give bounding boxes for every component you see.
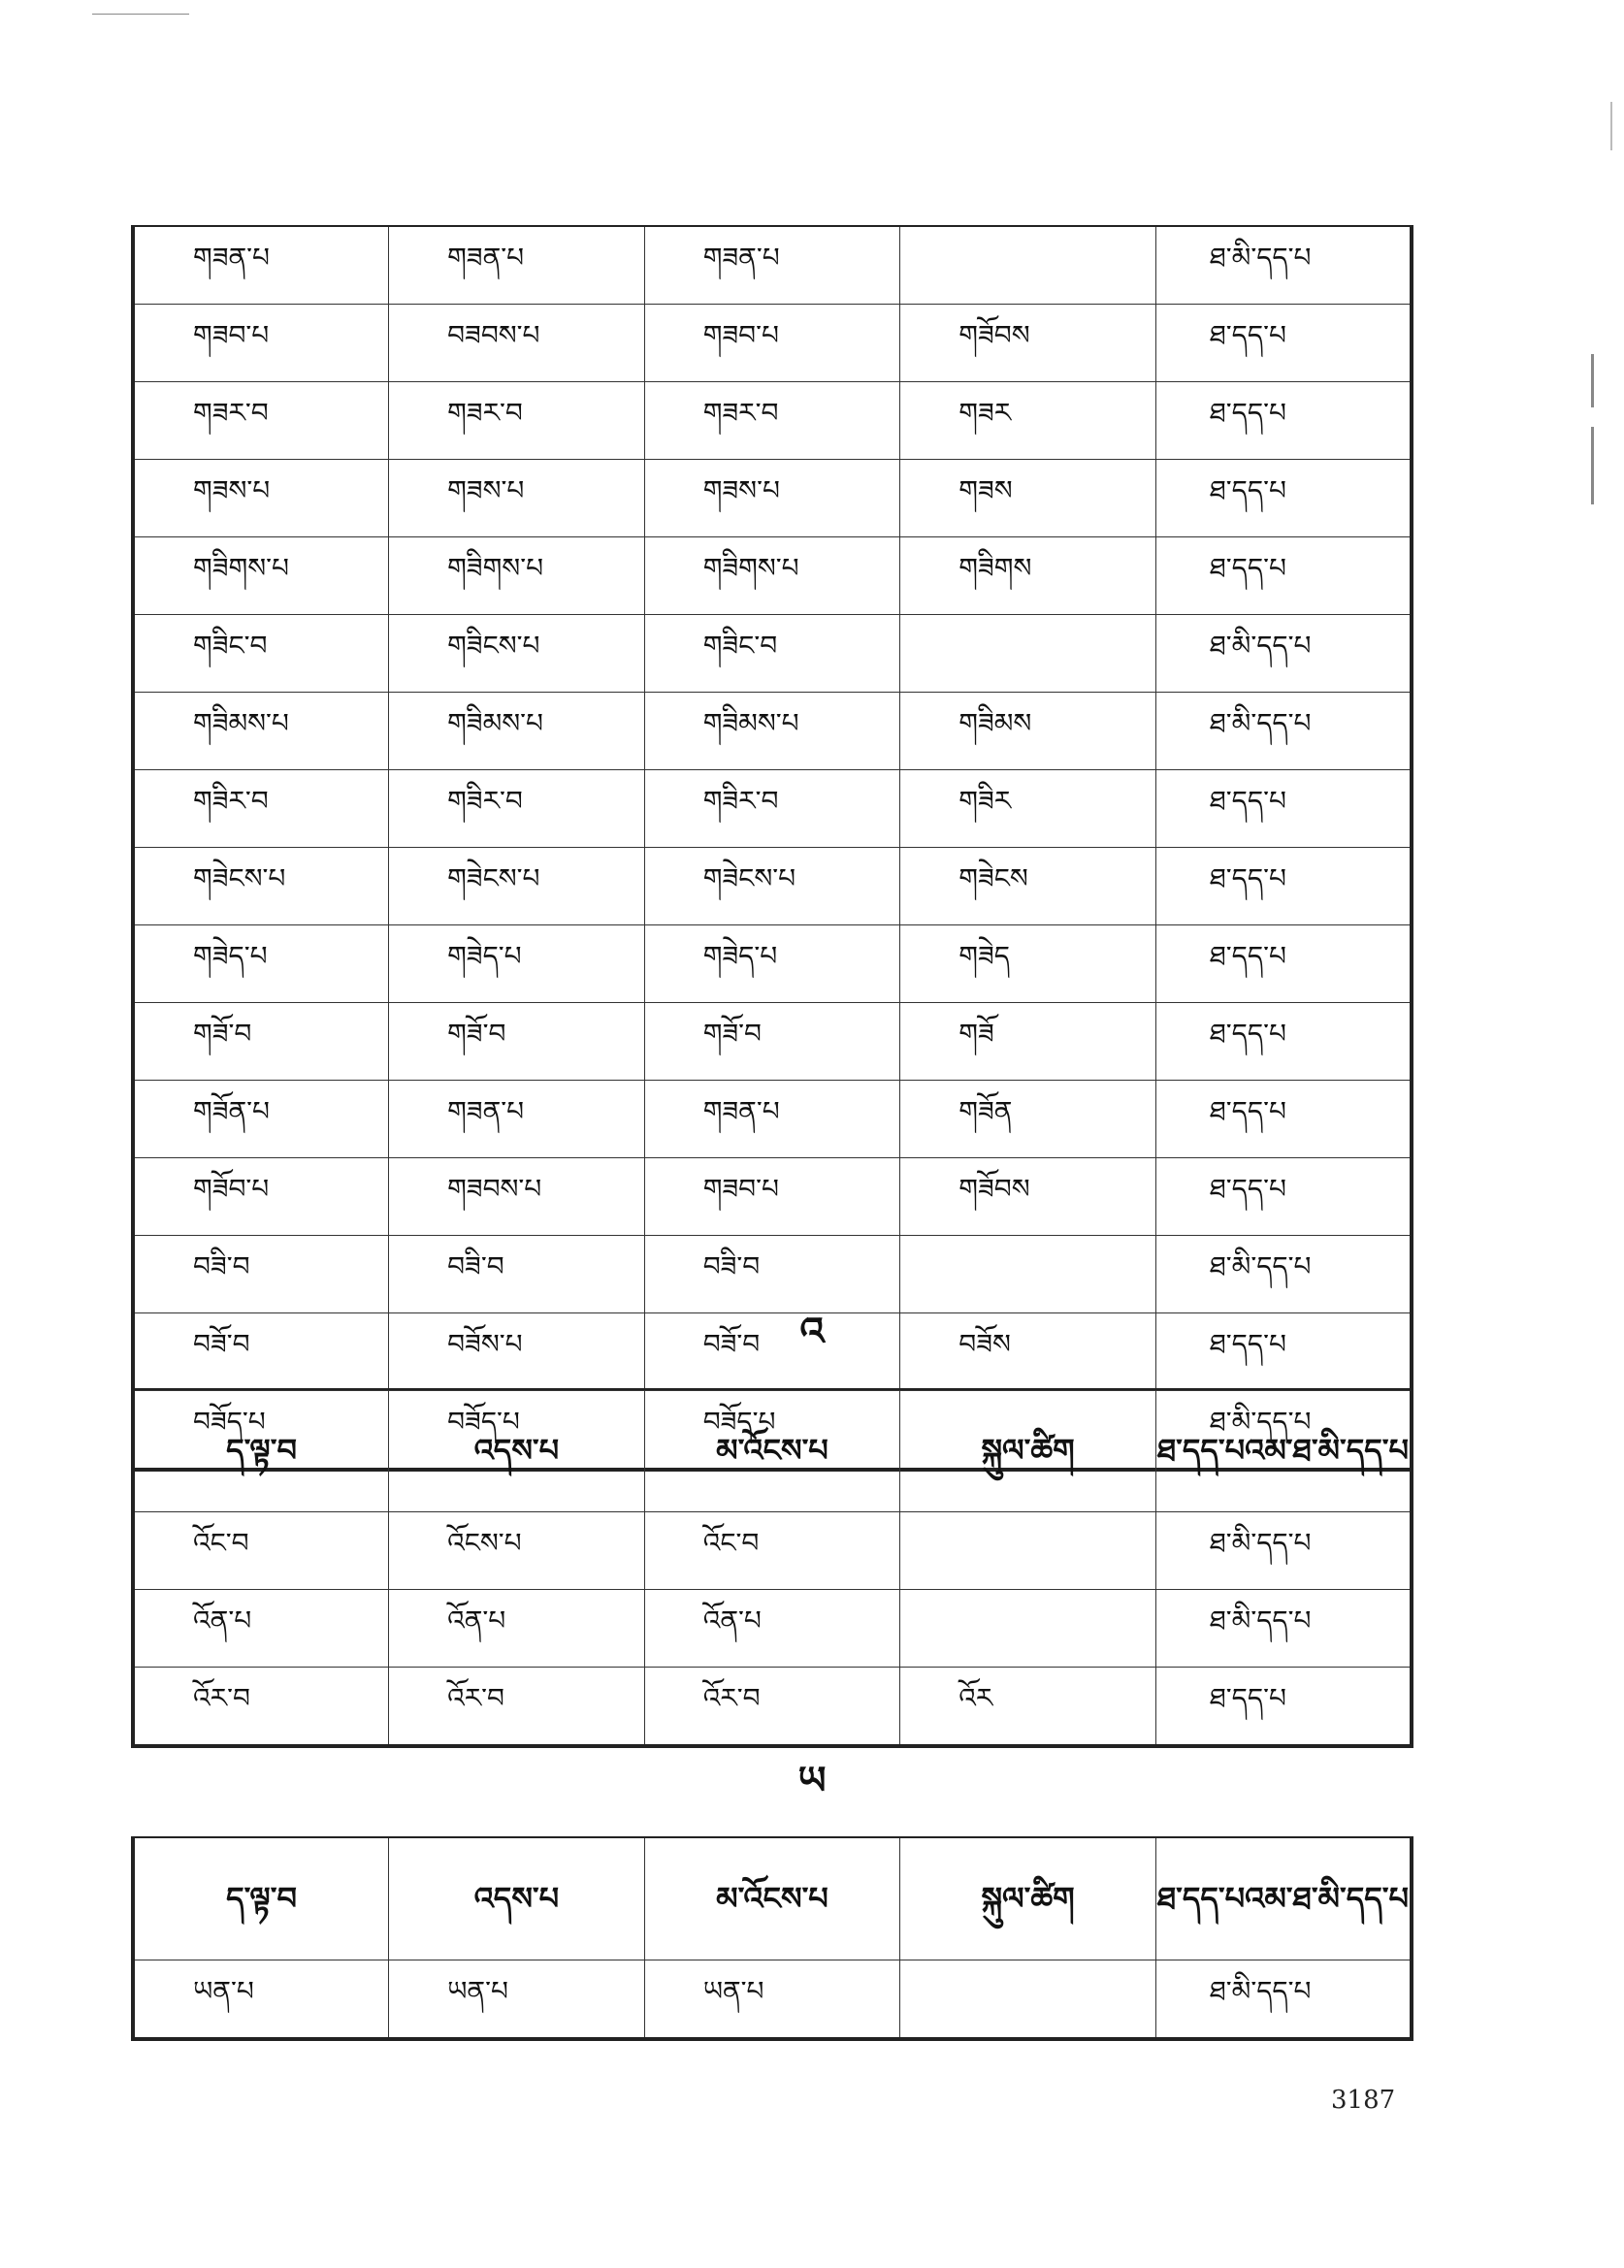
transitivity-cell: ཐ་དད་པ [1155, 537, 1412, 615]
future-cell: གཟིམས་པ [644, 693, 900, 770]
table-row [133, 460, 1412, 537]
verb-table-ya [131, 1836, 1413, 2041]
imperative-cell: གཟེངས [900, 848, 1156, 925]
header-past: འདས་པ [389, 1837, 645, 1960]
table-header [133, 1837, 1412, 1960]
past-cell: འོར་བ [389, 1668, 645, 1747]
table-row [133, 848, 1412, 925]
section-heading-ya: ཡ [797, 1759, 827, 1803]
header-imperative: སྐུལ་ཚིག [900, 1389, 1156, 1512]
imperative-cell [900, 226, 1156, 305]
future-cell: གཟེད་པ [644, 925, 900, 1003]
past-cell: ཡན་པ [389, 1960, 645, 2040]
transitivity-cell: ཐ་དད་པ [1155, 1668, 1412, 1747]
past-cell: བཟབས་པ [389, 305, 645, 382]
present-cell: གཟིང་བ [133, 615, 389, 693]
past-cell: བཟོད་པ [389, 1391, 645, 1471]
table-row [133, 1590, 1412, 1668]
transitivity-cell: ཐ་མི་དད་པ [1155, 693, 1412, 770]
past-cell: གཟིར་བ [389, 770, 645, 848]
past-cell: བཟོས་པ [389, 1313, 645, 1391]
present-cell: གཟས་པ [133, 460, 389, 537]
present-cell: གཟིགས་པ [133, 537, 389, 615]
present-cell: བཟོད་པ [133, 1391, 389, 1471]
future-cell: གཟེངས་པ [644, 848, 900, 925]
future-cell: གཟབ་པ [644, 305, 900, 382]
present-cell: འོར་བ [133, 1668, 389, 1747]
future-cell: གཟབ་པ [644, 1158, 900, 1236]
present-cell: ཡན་པ [133, 1960, 389, 2040]
transitivity-cell: ཐ་མི་དད་པ [1155, 1590, 1412, 1668]
transitivity-cell: ཐ་དད་པ [1155, 1158, 1412, 1236]
imperative-cell: གཟས [900, 460, 1156, 537]
header-past: འདས་པ [389, 1389, 645, 1512]
present-cell: གཟེད་པ [133, 925, 389, 1003]
header-future: མ་འོངས་པ [644, 1389, 900, 1512]
scan-mark [92, 14, 189, 15]
table-row [133, 615, 1412, 693]
present-cell: འོན་པ [133, 1590, 389, 1668]
table-header [133, 1389, 1412, 1512]
transitivity-cell: ཐ་དད་པ [1155, 848, 1412, 925]
future-cell: གཟིར་བ [644, 770, 900, 848]
transitivity-cell: ཐ་མི་དད་པ [1155, 1512, 1412, 1590]
table-row [133, 537, 1412, 615]
past-cell: འོན་པ [389, 1590, 645, 1668]
present-cell: གཟེངས་པ [133, 848, 389, 925]
transitivity-cell: ཐ་དད་པ [1155, 1003, 1412, 1081]
header-present: ད་ལྟ་བ [133, 1837, 389, 1960]
present-cell: གཟར་བ [133, 382, 389, 460]
future-cell: བཟོད་པ [644, 1391, 900, 1471]
header-row [133, 1389, 1412, 1512]
table-row [133, 305, 1412, 382]
present-cell: གཟོབ་པ [133, 1158, 389, 1236]
verb-table-za [131, 225, 1413, 1472]
future-cell: གཟིང་བ [644, 615, 900, 693]
imperative-cell [900, 1512, 1156, 1590]
future-cell: འོར་བ [644, 1668, 900, 1747]
past-cell: བཟི་བ [389, 1236, 645, 1313]
imperative-cell: གཟེད [900, 925, 1156, 1003]
future-cell: གཟིགས་པ [644, 537, 900, 615]
present-cell: གཟན་པ [133, 226, 389, 305]
imperative-cell: གཟིར [900, 770, 1156, 848]
table-row [133, 693, 1412, 770]
past-cell: གཟིགས་པ [389, 537, 645, 615]
imperative-cell: གཟོན [900, 1081, 1156, 1158]
table-row [133, 770, 1412, 848]
past-cell: གཟེངས་པ [389, 848, 645, 925]
header-transitivity: ཐ་དད་པའམ་ཐ་མི་དད་པ [1155, 1389, 1412, 1512]
imperative-cell: འོར [900, 1668, 1156, 1747]
table-row [133, 1158, 1412, 1236]
table-row [133, 1081, 1412, 1158]
past-cell: གཟས་པ [389, 460, 645, 537]
scan-mark [1591, 354, 1594, 407]
header-future: མ་འོངས་པ [644, 1837, 900, 1960]
imperative-cell: གཟོ [900, 1003, 1156, 1081]
future-cell: གཟར་བ [644, 382, 900, 460]
imperative-cell [900, 1960, 1156, 2040]
present-cell: གཟིར་བ [133, 770, 389, 848]
present-cell: བཟོ་བ [133, 1313, 389, 1391]
transitivity-cell: ཐ་དད་པ [1155, 460, 1412, 537]
past-cell: འོངས་པ [389, 1512, 645, 1590]
transitivity-cell: ཐ་དད་པ [1155, 770, 1412, 848]
verb-table-za-body [133, 226, 1412, 1470]
past-cell: གཟར་བ [389, 382, 645, 460]
present-cell: འོང་བ [133, 1512, 389, 1590]
past-cell: གཟབས་པ [389, 1158, 645, 1236]
scan-mark [1610, 102, 1612, 150]
future-cell: གཟན་པ [644, 1081, 900, 1158]
present-cell: བཟི་བ [133, 1236, 389, 1313]
verb-table-ya-body [133, 1960, 1412, 2040]
imperative-cell: གཟར [900, 382, 1156, 460]
imperative-cell [900, 615, 1156, 693]
past-cell: གཟིམས་པ [389, 693, 645, 770]
future-cell: གཟོ་བ [644, 1003, 900, 1081]
transitivity-cell: ཐ་དད་པ [1155, 305, 1412, 382]
verb-table-a [131, 1388, 1413, 1748]
header-present: ད་ལྟ་བ [133, 1389, 389, 1512]
imperative-cell: གཟིགས [900, 537, 1156, 615]
page-number: 3187 [1331, 2086, 1396, 2115]
header-row [133, 1837, 1412, 1960]
verb-table-a-body [133, 1512, 1412, 1747]
past-cell: གཟོ་བ [389, 1003, 645, 1081]
future-cell: གཟས་པ [644, 460, 900, 537]
future-cell: གཟན་པ [644, 226, 900, 305]
transitivity-cell: ཐ་དད་པ [1155, 382, 1412, 460]
imperative-cell [900, 1590, 1156, 1668]
section-heading-a: འ [799, 1310, 825, 1354]
present-cell: གཟོ་བ [133, 1003, 389, 1081]
header-transitivity: ཐ་དད་པའམ་ཐ་མི་དད་པ [1155, 1837, 1412, 1960]
past-cell: གཟེད་པ [389, 925, 645, 1003]
imperative-cell: གཟིམས [900, 693, 1156, 770]
imperative-cell: བཟོས [900, 1313, 1156, 1391]
past-cell: གཟིངས་པ [389, 615, 645, 693]
present-cell: གཟིམས་པ [133, 693, 389, 770]
future-cell: འོན་པ [644, 1590, 900, 1668]
present-cell: གཟོན་པ [133, 1081, 389, 1158]
table-row [133, 1003, 1412, 1081]
past-cell: གཟན་པ [389, 1081, 645, 1158]
future-cell: བཟི་བ [644, 1236, 900, 1313]
transitivity-cell: ཐ་མི་དད་པ [1155, 1960, 1412, 2040]
future-cell: ཡན་པ [644, 1960, 900, 2040]
transitivity-cell: ཐ་མི་དད་པ [1155, 226, 1412, 305]
transitivity-cell: ཐ་དད་པ [1155, 1081, 1412, 1158]
table-row [133, 1668, 1412, 1747]
present-cell: གཟབ་པ [133, 305, 389, 382]
future-cell: བཟོ་བ [644, 1313, 900, 1391]
imperative-cell: གཟོབས [900, 1158, 1156, 1236]
transitivity-cell: ཐ་མི་དད་པ [1155, 1236, 1412, 1313]
transitivity-cell: ཐ་དད་པ [1155, 1313, 1412, 1391]
table-row [133, 1512, 1412, 1590]
table-row [133, 1960, 1412, 2040]
table-row [133, 226, 1412, 305]
transitivity-cell: ཐ་དད་པ [1155, 925, 1412, 1003]
imperative-cell: གཟོབས [900, 305, 1156, 382]
future-cell: འོང་བ [644, 1512, 900, 1590]
transitivity-cell: ཐ་མི་དད་པ [1155, 615, 1412, 693]
past-cell: གཟན་པ [389, 226, 645, 305]
scan-mark [1591, 427, 1594, 504]
table-row [133, 925, 1412, 1003]
header-imperative: སྐུལ་ཚིག [900, 1837, 1156, 1960]
transitivity-cell: ཐ་མི་དད་པ [1155, 1391, 1412, 1471]
table-row [133, 382, 1412, 460]
